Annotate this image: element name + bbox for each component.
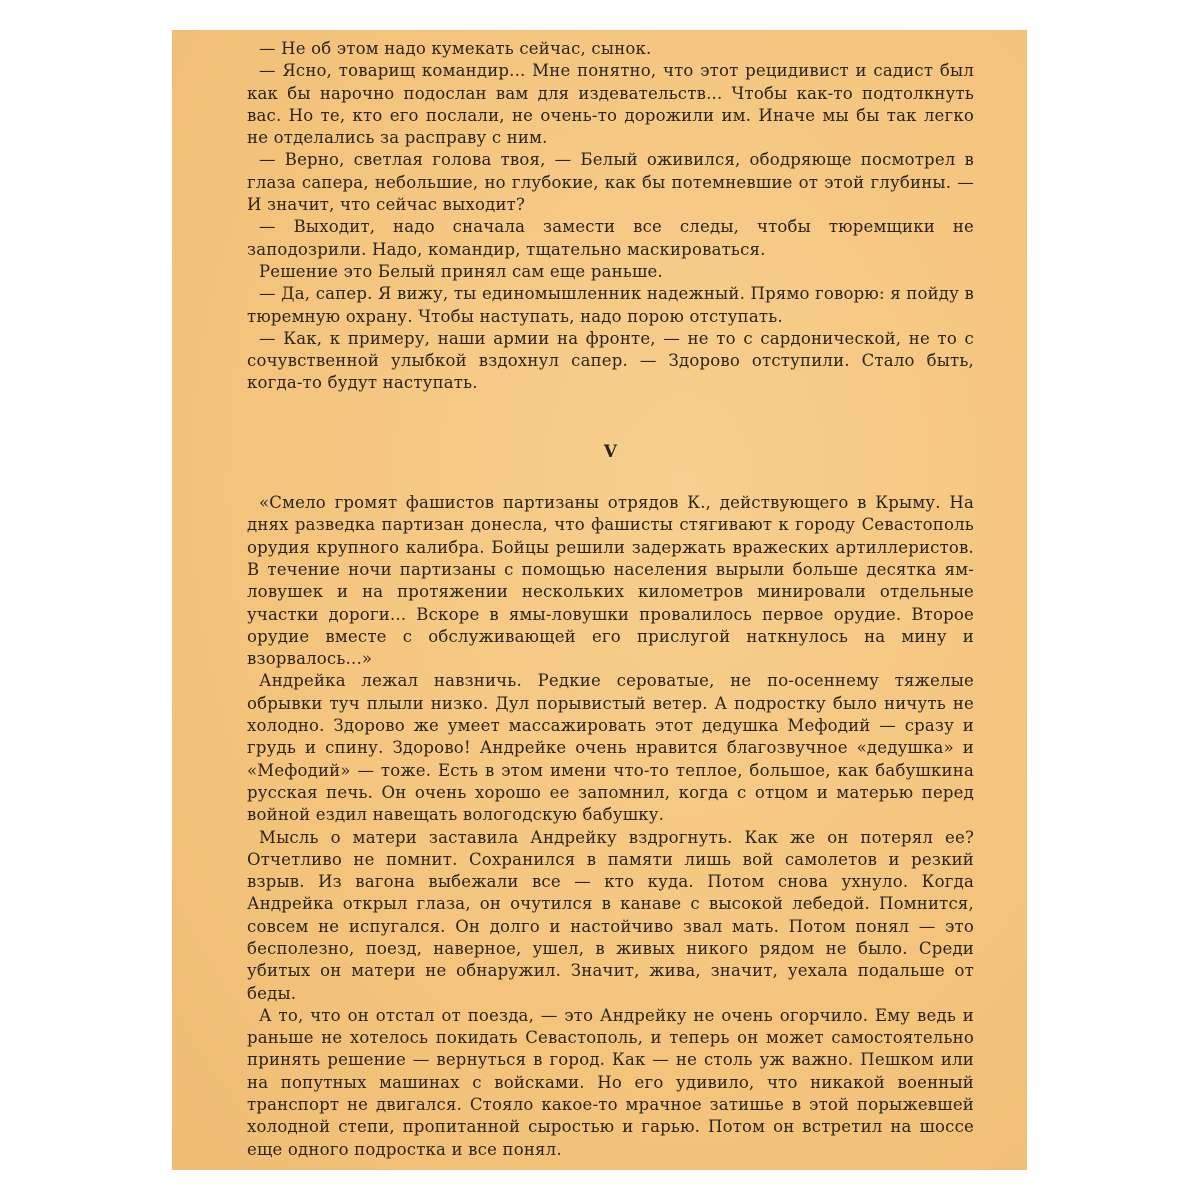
paragraph: Мысль о матери заставила Андрейку вздрогнуть. Как же он потерял ее? Отчетливо не помнит. Сохранился в памяти лишь вой самолетов и резкий взрыв. Из вагона выбежали все — кто куда. Потом снова ухнуло. Когда Андрейка открыл глаза, он очутился в канаве с высокой лебедой. Помнится, совсем не испугался. Он долго и настойчиво звал мать. Потом понял — это бесполезно, поезд, наверное, ушел, в живых никого рядом не было. Среди убитых он матери не обнаружил. Значит, жива, значит, уехала подальше от беды. [247,827,974,1003]
paragraph: А то, что он отстал от поезда, — это Андрейку не очень огорчило. Ему ведь и раньше не хотелось покидать Севастополь, и теперь он может самостоятельно принять решение — вернуться в город. Как — не столь уж важно. Пешком или на попутных машинах с войсками. Но его удивило, что никакой военный транспорт не двигался. Стояло какое-то мрачное затишье в этой порыжевшей холодной степи, пропитанной сыростью и гарью. Потом он встретил на шоссе еще одного подростка и все понял. [247,1005,974,1159]
paragraph: Решение это Белый принял сам еще раньше. [259,261,663,281]
paragraph: — Верно, светлая голова твоя, — Белый оживился, ободряюще посмотрел в глаза сапера, небольшие, но глубокие, как бы потемневшие от этой глубины. — И значит, что сейчас выходит? [247,150,974,215]
paragraph: — Выходит, надо сначала замести все следы, чтобы тюремщики не заподозрили. Надо, командир, тщательно маскироваться. [247,217,974,259]
paragraph: — Ясно, товарищ командир... Мне понятно, что этот рецидивист и садист был как бы нарочно подослан вам для издевательств... Чтобы как-то подтолкнуть вас. Но те, кто его послали, не очень-то дорожили им. Иначе мы бы так легко не отделались за расправу с ним. [247,61,974,148]
paragraph: «Смело громят фашистов партизаны отрядов К., действующего в Крыму. На днях разведка партизан донесла, что фашисты стягивают к городу Севастополь орудия крупного калибра. Бойцы решили задержать вражеских артиллеристов. В течение ночи партизаны с помощью населения вырыли больше десятка ям-ловушек и на протяжении нескольких километров минировали отдельные участки дороги... Вскоре в ямы-ловушки провалилось первое орудие. Второе орудие вместе с обслуживающей его прислугой наткнулось на мину и взорвалось...» [247,493,974,669]
book-page [172,30,1027,1170]
paragraph: Андрейка лежал навзничь. Редкие сероватые, не по-осеннему тяжелые обрывки туч плыли низко. Дул порывистый ветер. А подростку было ничуть не холодно. Здорово же умеет массажировать этот дедушка Мефодий — сразу и грудь и спину. Здорово! Андрейке очень нравится благозвучное «дедушка» и «Мефодий» — тоже. Есть в этом имени что-то теплое, большое, как бабушкина русская печь. Он очень хорошо ее запомнил, когда с отцом и матерью перед войной ездил навещать вологодскую бабушку. [247,671,974,825]
section-heading: V [603,441,618,462]
paragraph: — Да, сапер. Я вижу, ты единомышленник надежный. Прямо говорю: я пойду в тюремную охрану. Чтобы наступать, надо порою отступать. [247,284,974,326]
paragraph: — Не об этом надо кумекать сейчас, сынок. [259,39,652,58]
page-text [247,38,974,1161]
paragraph: — Как, к примеру, наши армии на фронте, — не то с сардонической, не то с сочувственной улыбкой вздохнул сапер. — Здорово отступили. Стало быть, когда-то будут наступать. [247,328,974,393]
